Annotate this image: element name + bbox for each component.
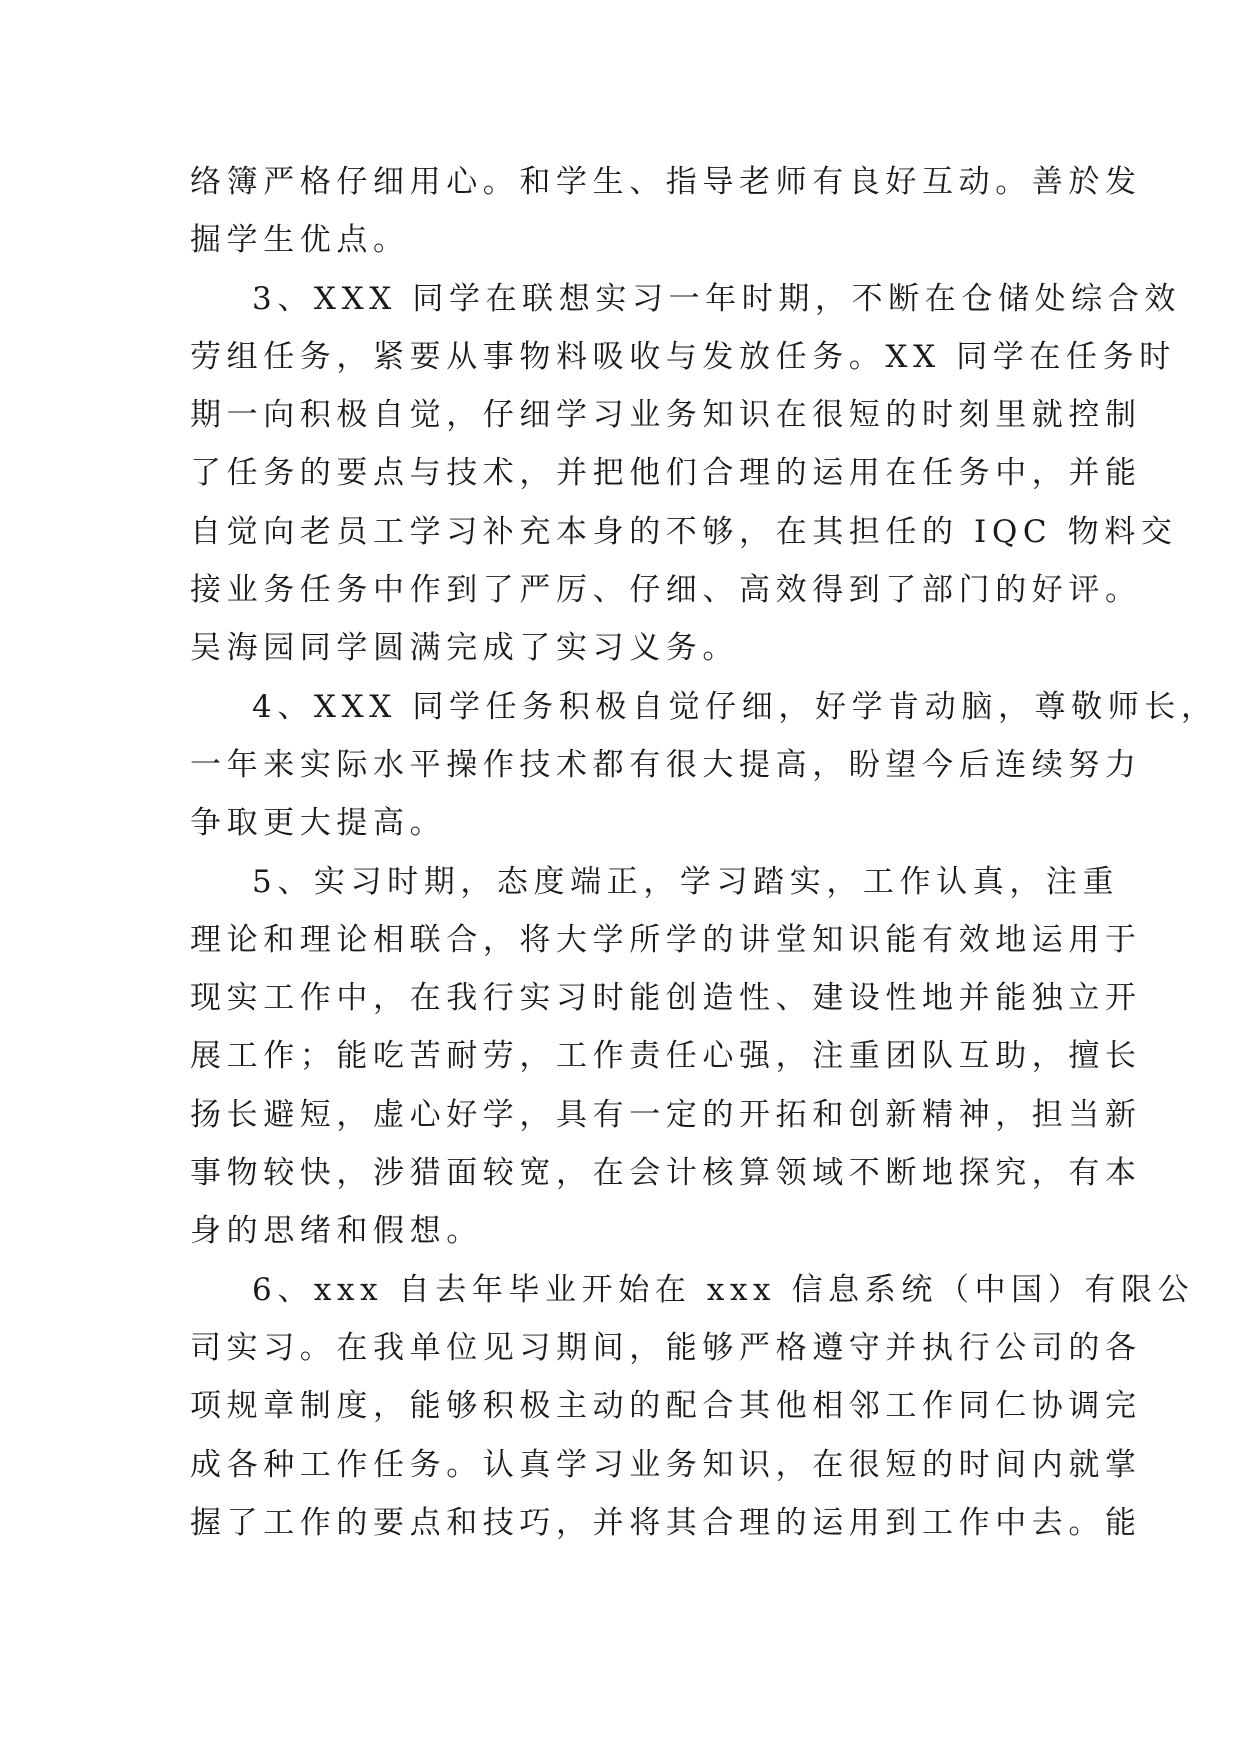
paragraph-continued	[190, 153, 1142, 270]
text-line: 项规章制度，能够积极主动的配合其他相邻工作同仁协调完	[190, 1388, 1142, 1425]
text-line: 成各种工作任务。认真学习业务知识，在很短的时间内就掌	[190, 1446, 1142, 1483]
text-line: 身的思绪和假想。	[190, 1213, 483, 1250]
text-line: 理论和理论相联合，将大学所学的讲堂知识能有效地运用于	[190, 921, 1142, 958]
text-line: 接业务任务中作到了严厉、仔细、高效得到了部门的好评。	[190, 572, 1142, 609]
text-line: 现实工作中，在我行实习时能创造性、建设性地并能独立开	[190, 980, 1142, 1017]
text-line: 吴海园同学圆满完成了实习义务。	[190, 630, 739, 667]
text-line: 争取更大提高。	[190, 805, 447, 842]
paragraph-4	[190, 678, 1218, 853]
text-line: 络簿严格仔细用心。和学生、指导老师有良好互动。善於发	[190, 164, 1142, 200]
document-body	[190, 153, 1218, 1552]
text-line: 3、XXX 同学在联想实习一年时期，不断在仓储处综合效	[252, 280, 1181, 317]
text-line: 一年来实际水平操作技术都有很大提高，盼望今后连续努力	[190, 746, 1142, 783]
text-line: 司实习。在我单位见习期间，能够严格遵守并执行公司的各	[190, 1329, 1142, 1366]
text-line: 劳组任务，紧要从事物料吸收与发放任务。XX 同学在任务时	[190, 338, 1176, 375]
text-line: 事物较快，涉猎面较宽，在会计核算领域不断地探究，有本	[190, 1155, 1142, 1192]
paragraph-3	[190, 270, 1181, 678]
paragraph-5	[190, 853, 1142, 1261]
text-line: 6、xxx 自去年毕业开始在 xxx 信息系统（中国）有限公	[252, 1271, 1195, 1308]
text-line: 了任务的要点与技术，并把他们合理的运用在任务中，并能	[190, 455, 1142, 492]
text-line: 扬长避短，虚心好学，具有一定的开拓和创新精神，担当新	[190, 1096, 1142, 1133]
paragraph-6	[190, 1261, 1195, 1552]
text-line: 握了工作的要点和技巧，并将其合理的运用到工作中去。能	[190, 1504, 1142, 1541]
text-line: 自觉向老员工学习补充本身的不够，在其担任的 IQC 物料交	[190, 513, 1178, 550]
text-line: 4、XXX 同学任务积极自觉仔细，好学肯动脑，尊敬师长，	[252, 688, 1218, 725]
text-line: 展工作；能吃苦耐劳，工作责任心强，注重团队互助，擅长	[190, 1038, 1142, 1075]
text-line: 掘学生优点。	[190, 222, 410, 259]
text-line: 期一向积极自觉，仔细学习业务知识在很短的时刻里就控制	[190, 397, 1142, 434]
text-line: 5、实习时期，态度端正，学习踏实，工作认真，注重	[252, 863, 1120, 900]
